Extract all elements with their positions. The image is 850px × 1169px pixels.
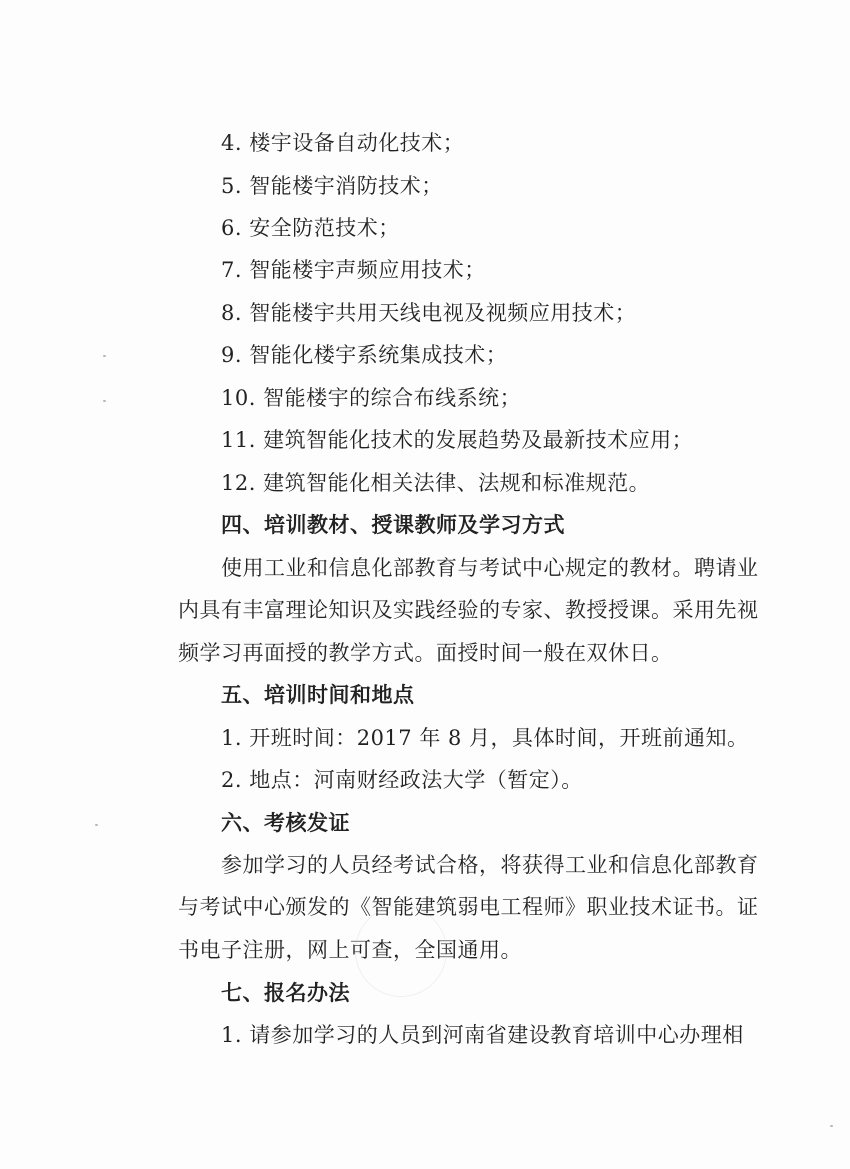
list-item-10: 10. 智能楼宇的综合布线系统； xyxy=(221,386,522,410)
list-item-9: 9. 智能化楼宇系统集成技术； xyxy=(221,343,508,367)
list-item-8: 8. 智能楼宇共用天线电视及视频应用技术； xyxy=(221,301,637,325)
faint-stamp-shadow xyxy=(355,905,447,997)
section-5-item-2: 2. 地点：河南财经政法大学（暂定）。 xyxy=(221,768,583,792)
list-item-5: 5. 智能楼宇消防技术； xyxy=(221,174,443,198)
section-4-paragraph-line-3: 频学习再面授的教学方式。面授时间一般在双休日。 xyxy=(178,641,673,665)
list-item-6: 6. 安全防范技术； xyxy=(221,216,400,240)
section-6-heading: 六、考核发证 xyxy=(221,811,350,835)
section-4-paragraph-line-2: 内具有丰富理论知识及实践经验的专家、教授授课。采用先视 xyxy=(178,598,759,622)
scan-speck xyxy=(103,355,106,357)
section-5-item-1: 1. 开班时间：2017 年 8 月，具体时间，开班前通知。 xyxy=(221,726,749,750)
scan-speck xyxy=(830,1125,833,1127)
section-4-paragraph-line-1: 使用工业和信息化部教育与考试中心规定的教材。聘请业 xyxy=(221,556,759,580)
list-item-4: 4. 楼宇设备自动化技术； xyxy=(221,131,465,155)
list-item-7: 7. 智能楼宇声频应用技术； xyxy=(221,258,486,282)
section-5-heading: 五、培训时间和地点 xyxy=(221,683,415,707)
scan-speck xyxy=(95,824,98,826)
section-7-heading: 七、报名办法 xyxy=(221,981,350,1005)
list-item-11: 11. 建筑智能化技术的发展趋势及最新技术应用； xyxy=(221,428,694,452)
list-item-12: 12. 建筑智能化相关法律、法规和标准规范。 xyxy=(221,471,651,495)
section-4-heading: 四、培训教材、授课教师及学习方式 xyxy=(221,513,565,537)
scan-speck xyxy=(103,400,106,402)
section-7-item-1: 1. 请参加学习的人员到河南省建设教育培训中心办理相 xyxy=(221,1023,744,1047)
section-6-paragraph-line-3: 书电子注册，网上可查，全国通用。 xyxy=(178,938,522,962)
section-6-paragraph-line-1: 参加学习的人员经考试合格，将获得工业和信息化部教育 xyxy=(221,853,759,877)
section-6-paragraph-line-2: 与考试中心颁发的《智能建筑弱电工程师》职业技术证书。证 xyxy=(178,895,759,919)
